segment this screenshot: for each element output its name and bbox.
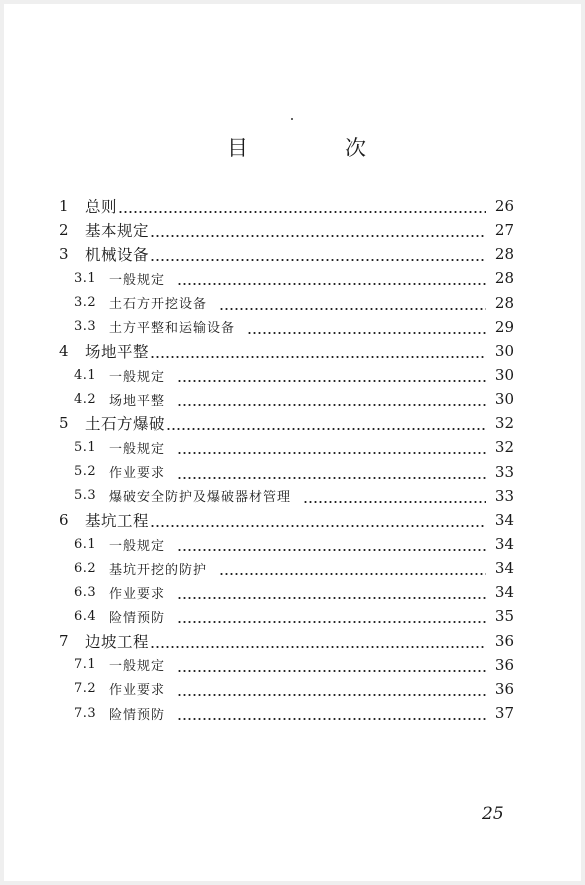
entry-number: 3 <box>59 245 69 264</box>
entry-page-number: 36 <box>494 655 514 674</box>
dot-leader <box>177 706 486 720</box>
dot-leader <box>150 247 486 261</box>
entry-number: 6.3 <box>74 584 97 600</box>
entry-page-number: 34 <box>494 510 514 529</box>
entry-page-number: 30 <box>494 390 514 409</box>
dot-leader <box>118 199 486 213</box>
entry-number: 4.2 <box>74 391 97 407</box>
entry-number: 3.1 <box>74 270 97 286</box>
entry-number: 2 <box>59 221 69 240</box>
toc-section-entry <box>58 677 514 701</box>
entry-title: 土石方爆破 <box>85 415 166 434</box>
entry-title: 边坡工程 <box>85 632 150 651</box>
entry-page-number: 32 <box>494 414 514 433</box>
entry-number: 1 <box>59 197 69 216</box>
entry-number: 6.4 <box>74 608 97 624</box>
entry-title: 作业要求 <box>109 466 166 482</box>
entry-page-number: 35 <box>494 607 514 626</box>
entry-page-number: 30 <box>494 341 514 360</box>
entry-title: 一般规定 <box>109 369 166 385</box>
entry-title: 场地平整 <box>109 393 166 409</box>
page-number: 25 <box>482 804 504 824</box>
entry-number: 5.1 <box>74 439 97 455</box>
dot-leader <box>177 682 486 696</box>
dot-leader <box>177 658 486 672</box>
entry-title: 基本规定 <box>85 222 150 241</box>
entry-page-number: 32 <box>494 438 514 457</box>
entry-number: 6 <box>59 510 69 529</box>
entry-title: 土方平整和运输设备 <box>109 321 236 337</box>
entry-title: 机械设备 <box>85 246 150 265</box>
entry-number: 6.2 <box>74 560 97 576</box>
toc-chapter-entry <box>58 508 514 532</box>
entry-page-number: 36 <box>494 679 514 698</box>
toc-chapter-entry <box>58 411 514 435</box>
entry-number: 7.1 <box>74 657 97 673</box>
dot-leader <box>150 344 486 358</box>
dot-leader <box>177 271 486 285</box>
entry-number: 3.3 <box>74 319 97 335</box>
dot-leader <box>177 440 486 454</box>
entry-title: 土石方开挖设备 <box>109 297 208 313</box>
entry-page-number: 34 <box>494 535 514 554</box>
table-of-contents <box>58 194 514 725</box>
entry-page-number: 28 <box>494 293 514 312</box>
entry-title: 一般规定 <box>109 441 166 457</box>
entry-title: 作业要求 <box>109 586 166 602</box>
toc-section-entry <box>58 484 514 508</box>
dot-leader <box>150 223 486 237</box>
scan-speck <box>291 118 293 120</box>
entry-number: 5.2 <box>74 464 97 480</box>
dot-leader <box>150 513 486 527</box>
entry-number: 3.2 <box>74 295 97 311</box>
entry-page-number: 34 <box>494 559 514 578</box>
toc-section-entry <box>58 604 514 628</box>
entry-number: 5 <box>59 414 69 433</box>
toc-chapter-entry <box>58 629 514 653</box>
toc-section-entry <box>58 460 514 484</box>
dot-leader <box>177 585 486 599</box>
toc-section-entry <box>58 556 514 580</box>
entry-page-number: 37 <box>494 704 514 723</box>
entry-page-number: 36 <box>494 631 514 650</box>
dot-leader <box>166 416 486 430</box>
entry-page-number: 28 <box>494 245 514 264</box>
entry-page-number: 27 <box>494 221 514 240</box>
entry-page-number: 33 <box>494 486 514 505</box>
entry-title: 作业要求 <box>109 683 166 699</box>
dot-leader <box>247 320 486 334</box>
dot-leader <box>177 368 486 382</box>
entry-title: 险情预防 <box>109 610 166 626</box>
entry-number: 4 <box>59 341 69 360</box>
dot-leader <box>177 392 486 406</box>
toc-section-entry <box>58 266 514 290</box>
entry-title: 基坑工程 <box>85 511 150 530</box>
entry-number: 7.3 <box>74 705 97 721</box>
toc-section-entry <box>58 532 514 556</box>
toc-section-entry <box>58 653 514 677</box>
dot-leader <box>177 537 486 551</box>
toc-chapter-entry <box>58 339 514 363</box>
dot-leader <box>150 634 486 648</box>
toc-section-entry <box>58 363 514 387</box>
entry-number: 5.3 <box>74 488 97 504</box>
entry-page-number: 33 <box>494 462 514 481</box>
toc-section-entry <box>58 315 514 339</box>
entry-title: 基坑开挖的防护 <box>109 562 208 578</box>
toc-chapter-entry <box>58 218 514 242</box>
entry-title: 总则 <box>85 198 118 217</box>
toc-section-entry <box>58 580 514 604</box>
entry-title: 爆破安全防护及爆破器材管理 <box>109 490 292 506</box>
entry-title: 一般规定 <box>109 272 166 288</box>
entry-title: 险情预防 <box>109 707 166 723</box>
toc-section-entry <box>58 701 514 725</box>
entry-number: 4.1 <box>74 367 97 383</box>
entry-title: 场地平整 <box>85 342 150 361</box>
toc-chapter-entry <box>58 242 514 266</box>
dot-leader <box>219 561 486 575</box>
entry-title: 一般规定 <box>109 659 166 675</box>
entry-number: 7 <box>59 631 69 650</box>
entry-title: 一般规定 <box>109 538 166 554</box>
dot-leader <box>177 465 486 479</box>
toc-title: 目 次 <box>227 136 404 160</box>
dot-leader <box>177 609 486 623</box>
toc-chapter-entry <box>58 194 514 218</box>
dot-leader <box>219 296 486 310</box>
dot-leader <box>303 489 486 503</box>
entry-page-number: 28 <box>494 269 514 288</box>
toc-section-entry <box>58 435 514 459</box>
entry-number: 6.1 <box>74 536 97 552</box>
entry-page-number: 29 <box>494 317 514 336</box>
toc-section-entry <box>58 291 514 315</box>
entry-page-number: 30 <box>494 366 514 385</box>
entry-number: 7.2 <box>74 681 97 697</box>
toc-section-entry <box>58 387 514 411</box>
entry-page-number: 26 <box>494 197 514 216</box>
entry-page-number: 34 <box>494 583 514 602</box>
